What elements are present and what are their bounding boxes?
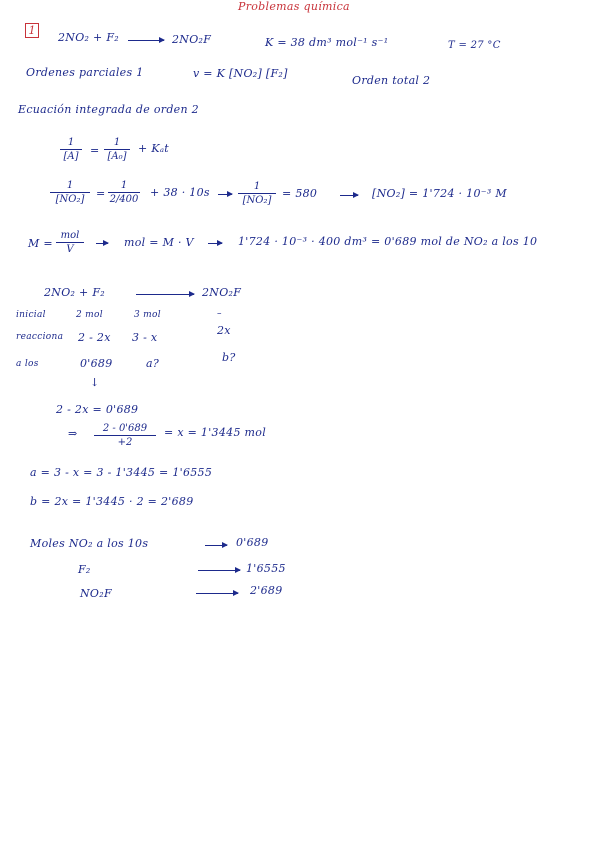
temperature: T = 27 °C — [448, 40, 501, 51]
cell-reacciona-f2: 3 - x — [132, 331, 158, 344]
x-value: = x = 1'3445 mol — [164, 426, 267, 439]
total-order: Orden total 2 — [352, 74, 431, 87]
fraction-denominator: V — [66, 244, 74, 255]
summary-arrow-f2 — [198, 570, 240, 571]
table-reactants: 2NO₂ + F₂ — [44, 286, 106, 299]
reaction-product: 2NO₂F — [172, 33, 212, 46]
fraction-denominator: 2/400 — [109, 194, 139, 205]
fraction-numerator: 1 — [120, 180, 128, 191]
fraction-numerator: 1 — [113, 137, 121, 148]
fraction-denominator: [A₀] — [107, 151, 127, 162]
fraction-denominator: +2 — [117, 437, 133, 448]
summary-no2f-label: NO₂F — [80, 587, 112, 600]
table-product: 2NO₂F — [202, 286, 242, 299]
fraction-bar — [60, 149, 82, 150]
problem-number-box — [25, 23, 39, 38]
fraction-numerator: 1 — [67, 137, 75, 148]
equals-sign: = — [90, 144, 100, 157]
row-label-inicial: inicial — [16, 310, 46, 320]
b-calculation: b = 2x = 1'3445 · 2 = 2'689 — [30, 495, 194, 508]
down-arrow-icon: ↓ — [90, 376, 100, 389]
fraction-bar — [108, 192, 140, 193]
row-label-a-los: a los — [16, 359, 39, 369]
fraction-1-over-A0 — [104, 137, 130, 162]
inverse-concentration-value: = 580 — [282, 187, 318, 200]
cell-inicial-no2: 2 mol — [76, 310, 103, 320]
kt-term: + 38 · 10s — [150, 186, 210, 199]
fraction-1-over-NO2-result — [238, 181, 276, 206]
cell-a-los-no2: 0'689 — [80, 357, 113, 370]
summary-arrow-no2 — [205, 545, 227, 546]
summary-arrow-no2f — [196, 593, 238, 594]
fraction-denominator: [A] — [63, 151, 79, 162]
summary-no2f-value: 2'689 — [250, 584, 283, 597]
integrated-term: + Kₐt — [138, 142, 169, 155]
rate-constant: K = 38 dm³ mol⁻¹ s⁻¹ — [265, 36, 389, 49]
cell-a-los-no2f: b? — [222, 351, 236, 364]
a-calculation: a = 3 - x = 3 - 1'3445 = 1'6555 — [30, 466, 213, 479]
integrated-equation-label: Ecuación integrada de orden 2 — [18, 103, 199, 116]
moles-formula: mol = M · V — [124, 236, 194, 249]
page-title: Problemas química — [238, 0, 350, 13]
solve-fraction — [94, 423, 156, 448]
rate-law: v = K [NO₂] [F₂] — [193, 67, 288, 80]
fraction-denominator: [NO₂] — [242, 195, 272, 206]
fraction-bar — [50, 192, 90, 193]
cell-a-los-f2: a? — [146, 357, 160, 370]
cell-reacciona-no2: 2 - 2x — [78, 331, 111, 344]
summary-no2-value: 0'689 — [236, 536, 269, 549]
problem-number: 1 — [28, 24, 36, 37]
summary-f2-value: 1'6555 — [246, 562, 286, 575]
fraction-bar — [56, 242, 84, 243]
cell-inicial-f2: 3 mol — [134, 310, 161, 320]
fraction-initial-concentration — [108, 180, 140, 205]
fraction-numerator: 1 — [66, 180, 74, 191]
fraction-bar — [238, 193, 276, 194]
reaction-arrow — [128, 40, 164, 41]
molarity-label: M = — [28, 237, 53, 250]
equals-sign: = — [96, 187, 106, 200]
fraction-numerator: 2 - 0'689 — [102, 423, 148, 434]
fraction-1-over-A — [60, 137, 82, 162]
implies-arrow — [218, 194, 232, 195]
cell-reacciona-no2f: 2x — [217, 324, 231, 337]
implies-arrow — [340, 195, 358, 196]
reaction-reactants: 2NO₂ + F₂ — [58, 31, 120, 44]
summary-f2-label: F₂ — [78, 563, 91, 576]
fraction-bar — [94, 435, 156, 436]
fraction-numerator: mol — [60, 230, 80, 241]
no2-concentration-result: [NO₂] = 1'724 · 10⁻³ M — [372, 187, 507, 200]
row-label-reacciona: reacciona — [16, 332, 64, 342]
fraction-numerator: 1 — [253, 181, 261, 192]
fraction-denominator: [NO₂] — [55, 194, 85, 205]
implies-symbol: ⇒ — [68, 427, 78, 440]
solve-line-1: 2 - 2x = 0'689 — [56, 403, 139, 416]
moles-result: 1'724 · 10⁻³ · 400 dm³ = 0'689 mol de NO₂ a los 10 — [238, 235, 538, 248]
partial-orders-label: Ordenes parciales 1 — [26, 66, 144, 79]
molarity-fraction — [56, 230, 84, 255]
implies-arrow — [208, 243, 222, 244]
fraction-bar — [104, 149, 130, 150]
summary-no2-label: Moles NO₂ a los 10s — [30, 537, 149, 550]
fraction-1-over-NO2 — [50, 180, 90, 205]
cell-inicial-no2f: – — [217, 309, 222, 319]
reaction-arrow — [136, 294, 194, 295]
implies-arrow — [96, 243, 108, 244]
